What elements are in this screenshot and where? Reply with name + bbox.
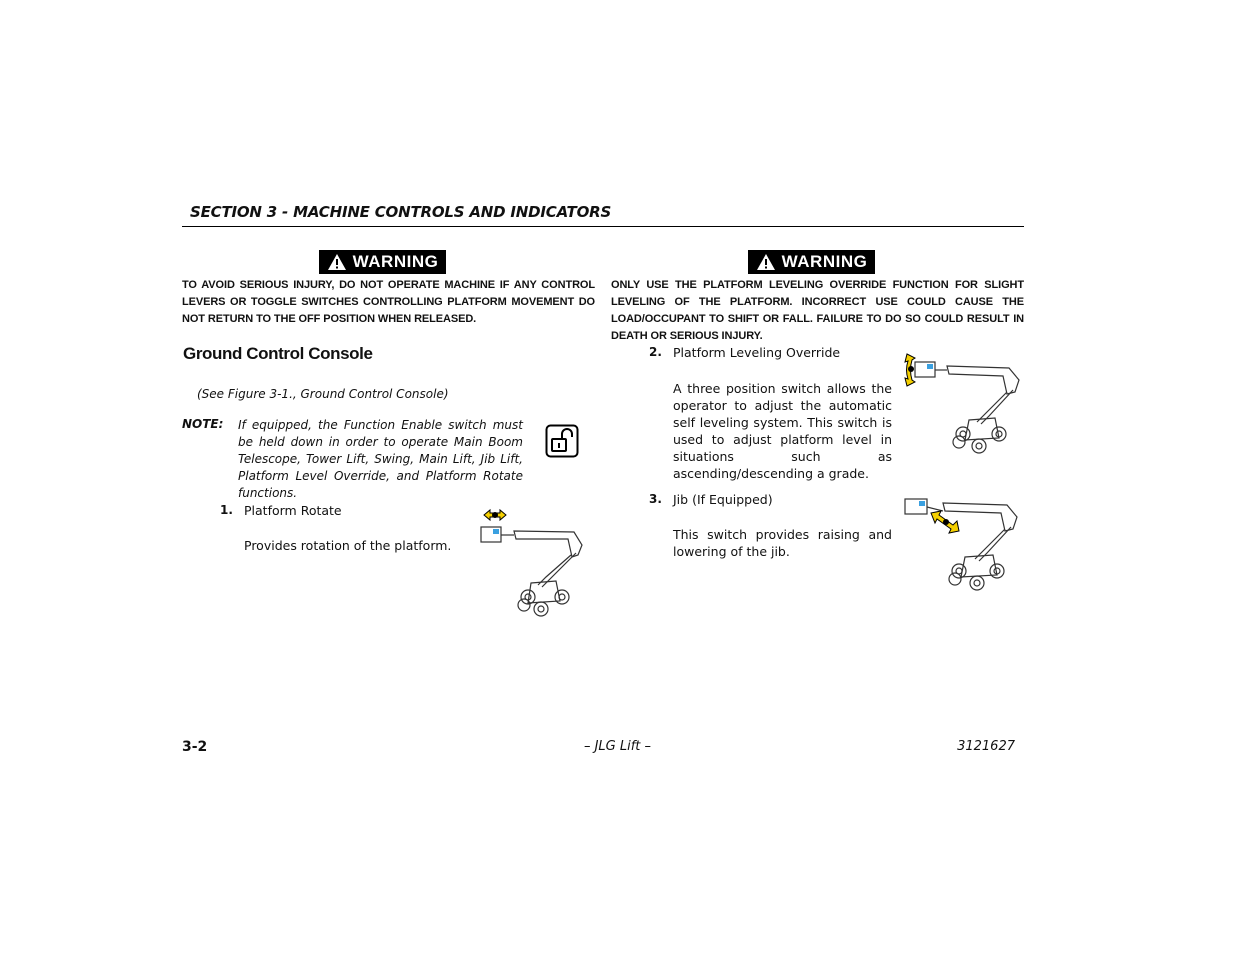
boom-lift-rotate-icon (476, 505, 588, 621)
warning-text-2: ONLY USE THE PLATFORM LEVELING OVERRIDE FUNCTION FOR SLIGHT LEVELING OF THE PLATFORM. INCORRECT USE COULD CAUSE THE LOAD/OCCUPANT TO SHIFT OR FALL. FAILURE TO DO SO COULD RESULT IN DEATH OR SERIOUS INJURY. (611, 279, 1024, 342)
page-number: 3-2 (182, 739, 208, 755)
item-body-1: Provides rotation of the platform. (244, 538, 452, 553)
header-divider (182, 226, 1024, 227)
item-title-2: Platform Leveling Override (673, 345, 841, 360)
boom-lift-jib-icon (903, 493, 1023, 599)
warning-label-1: WARNING (352, 252, 439, 271)
footer-publisher: – JLG Lift – (583, 739, 652, 754)
section-title: SECTION 3 - MACHINE CONTROLS AND INDICATORS (190, 203, 612, 221)
figure-reference: (See Figure 3-1., Ground Control Console) (197, 387, 449, 401)
warning-badge-2 (748, 250, 875, 274)
warning-triangle-icon (756, 253, 776, 271)
item-body-2: A three position switch allows the operator to adjust the automatic self leveling system. This switch is used to adjust platform level in situations such as ascending/descending a grade. (673, 381, 892, 481)
item-number-1: 1. (220, 503, 233, 517)
page-heading: Ground Control Console (183, 344, 373, 363)
warning-text-1: TO AVOID SERIOUS INJURY, DO NOT OPERATE MACHINE IF ANY CONTROL LEVERS OR TOGGLE SWITCHES CONTROLLING PLATFORM MOVEMENT DO NOT RETURN TO THE OFF POSITION WHEN RELEASED. (182, 279, 595, 325)
item-number-2: 2. (649, 345, 662, 359)
document-number: 3121627 (957, 739, 1015, 754)
padlock-unlocked-icon (545, 424, 579, 458)
item-title-1: Platform Rotate (244, 503, 342, 518)
boom-lift-leveling-icon (903, 350, 1025, 462)
warning-badge-1 (319, 250, 446, 274)
item-body-3: This switch provides raising and lowering of the jib. (673, 527, 892, 559)
note-label: NOTE: (182, 417, 224, 431)
item-number-3: 3. (649, 492, 662, 506)
warning-label-2: WARNING (781, 252, 868, 271)
warning-triangle-icon (327, 253, 347, 271)
item-title-3: Jib (If Equipped) (673, 492, 773, 507)
note-text: If equipped, the Function Enable switch must be held down in order to operate Main Boom Telescope, Tower Lift, Swing, Main Lift, Jib Lift, Platform Level Override, and Platform Rotate functions. (238, 418, 523, 500)
